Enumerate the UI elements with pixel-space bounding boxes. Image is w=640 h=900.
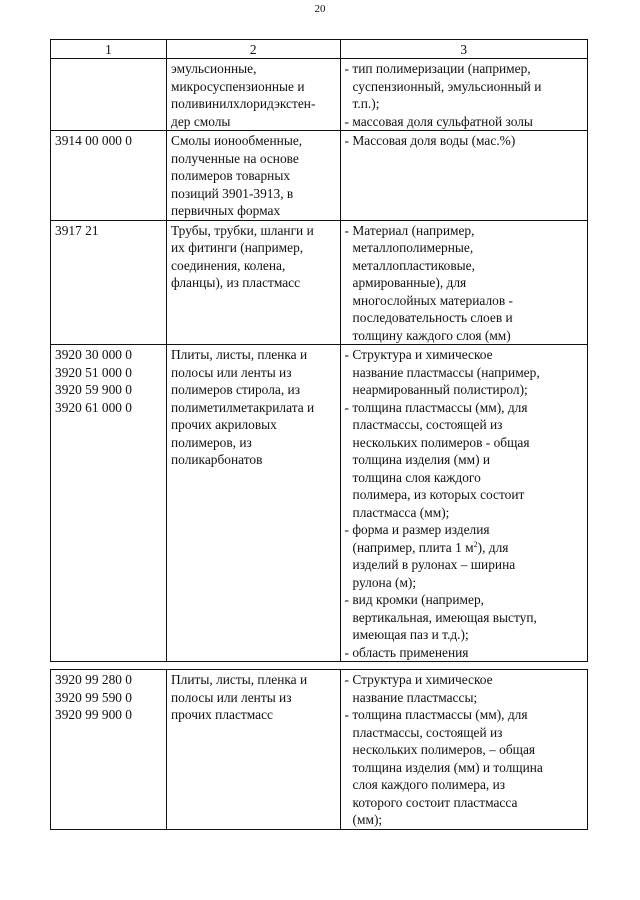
specs-cell xyxy=(340,220,587,345)
spec-line: - Массовая доля воды (мас.%) xyxy=(344,133,516,148)
name-line: Плиты, листы, пленка и xyxy=(171,347,308,362)
specs-cell xyxy=(340,670,587,830)
name-cell xyxy=(167,59,341,131)
spec-item xyxy=(345,222,583,345)
code-line: 3920 99 280 0 xyxy=(55,672,132,687)
name-line: микросуспензионные и xyxy=(171,78,305,94)
table-row xyxy=(51,345,588,662)
spec-item xyxy=(345,644,583,662)
spec-text: (например, плита 1 м xyxy=(352,539,474,555)
spec-line: пластмассы, состоящей из xyxy=(352,417,503,432)
spec-item xyxy=(345,706,583,829)
spec-line: - область применения xyxy=(344,644,469,660)
spec-line: рулона (м); xyxy=(352,574,417,590)
spec-line: - толщина пластмассы (мм), для xyxy=(344,707,528,722)
code-line: 3920 30 000 0 xyxy=(55,347,132,362)
spec-item xyxy=(345,60,583,113)
spec-line: - вид кромки (например, xyxy=(344,592,485,607)
table-row xyxy=(51,131,588,221)
code-cell xyxy=(51,220,167,345)
specs-cell xyxy=(340,131,587,221)
code-line: 3920 51 000 0 xyxy=(55,364,132,380)
code-line: 3917 21 xyxy=(55,222,99,238)
spec-line: (мм); xyxy=(352,812,383,827)
table-row xyxy=(51,670,588,830)
spec-line xyxy=(345,539,583,557)
spec-line: изделий в рулонах – ширина xyxy=(352,557,516,572)
spec-line: толщина изделия (мм) и толщина xyxy=(352,759,543,775)
spec-line: т.п.); xyxy=(352,96,380,111)
spec-item xyxy=(345,399,583,522)
code-line: 3920 99 590 0 xyxy=(55,689,132,705)
table-row xyxy=(51,59,588,131)
name-line: полимеров стирола, из xyxy=(171,382,300,397)
name-line: полосы или ленты из xyxy=(171,364,292,380)
code-cell xyxy=(51,670,167,830)
name-line: прочих пластмасс xyxy=(171,707,273,722)
spec-item xyxy=(345,132,583,150)
code-line: 3920 61 000 0 xyxy=(55,399,132,415)
table-header-row xyxy=(51,40,588,59)
column-header-1: 1 xyxy=(51,40,167,59)
spec-line: суспензионный, эмульсионный и xyxy=(352,78,542,94)
page-number: 20 xyxy=(314,3,326,15)
spec-line: армированные), для xyxy=(352,275,467,290)
name-cell xyxy=(167,345,341,662)
column-header-3: 3 xyxy=(340,40,587,59)
name-line: Трубы, трубки, шланги и xyxy=(171,222,314,238)
spec-line: - толщина пластмассы (мм), для xyxy=(344,399,528,415)
name-line: полиметилметакрилата и xyxy=(171,399,315,415)
name-line: полученные на основе xyxy=(171,150,299,166)
name-line: соединения, колена, xyxy=(171,257,286,273)
name-line: поликарбонатов xyxy=(171,452,263,467)
spec-line: вертикальная, имеющая выступ, xyxy=(352,609,537,625)
spec-line: металлопластиковые, xyxy=(352,257,475,273)
spec-item xyxy=(345,346,583,399)
spec-line: толщина слоя каждого xyxy=(352,469,481,485)
specs-cell xyxy=(340,59,587,131)
name-line: эмульсионные, xyxy=(171,61,257,76)
spec-item xyxy=(345,521,583,591)
name-line: их фитинги (например, xyxy=(171,240,304,255)
spec-item xyxy=(345,671,583,706)
classification-table xyxy=(50,39,588,662)
name-cell xyxy=(167,131,341,221)
spec-line: толщина изделия (мм) и xyxy=(352,452,491,467)
name-line: фланцы), из пластмасс xyxy=(171,275,301,290)
name-cell xyxy=(167,670,341,830)
name-line: Смолы ионообменные, xyxy=(171,133,303,148)
code-cell xyxy=(51,59,167,131)
name-cell xyxy=(167,220,341,345)
name-line: дер смолы xyxy=(171,113,231,129)
code-line: 3920 59 900 0 xyxy=(55,382,132,397)
spec-line: полимера, из которых состоит xyxy=(352,487,525,502)
spec-line: имеющая паз и т.д.); xyxy=(352,627,469,642)
spec-line: толщину каждого слоя (мм) xyxy=(352,327,511,343)
code-line: 3920 99 900 0 xyxy=(55,707,132,722)
spec-line: - тип полимеризации (например, xyxy=(344,61,531,76)
table-row xyxy=(51,220,588,345)
spec-line: нескольких полимеров, – общая xyxy=(352,742,536,757)
spec-line: - массовая доля сульфатной золы xyxy=(344,113,533,129)
spec-line: металлополимерные, xyxy=(352,240,474,255)
specs-cell xyxy=(340,345,587,662)
spec-line: - Структура и химическое xyxy=(344,347,493,362)
spec-line: многослойных материалов - xyxy=(352,292,513,308)
name-line: поливинилхлоридэкстен- xyxy=(171,96,316,111)
spec-line: пластмасса (мм); xyxy=(352,504,450,520)
spec-item xyxy=(345,113,583,131)
spec-line: название пластмассы; xyxy=(352,689,478,705)
column-header-2: 2 xyxy=(167,40,341,59)
superscript-exponent: 2 xyxy=(473,539,478,549)
name-line: позиций 3901-3913, в xyxy=(171,185,294,201)
name-line: Плиты, листы, пленка и xyxy=(171,672,308,687)
spec-item xyxy=(345,591,583,644)
spec-line: последовательность слоев и xyxy=(352,310,513,325)
code-line: 3914 00 000 0 xyxy=(55,133,132,148)
name-line: прочих акриловых xyxy=(171,417,277,432)
code-cell xyxy=(51,131,167,221)
spec-line: пластмассы, состоящей из xyxy=(352,724,503,740)
spec-line: слоя каждого полимера, из xyxy=(352,777,506,792)
classification-table-continued xyxy=(50,669,588,830)
name-line: полосы или ленты из xyxy=(171,689,292,705)
spec-line: - Материал (например, xyxy=(344,222,475,238)
spec-line: - форма и размер изделия xyxy=(344,522,490,537)
spec-line: неармированный полистирол); xyxy=(352,382,528,397)
spec-line: которого состоит пластмасса xyxy=(352,794,518,810)
name-line: первичных формах xyxy=(171,203,281,218)
spec-line: нескольких полимеров - общая xyxy=(352,434,530,450)
spec-line: название пластмассы (например, xyxy=(352,364,540,380)
spec-line: - Структура и химическое xyxy=(344,672,493,687)
name-line: полимеров, из xyxy=(171,434,252,450)
code-cell xyxy=(51,345,167,662)
spec-text: ), для xyxy=(477,539,509,555)
name-line: полимеров товарных xyxy=(171,168,291,183)
